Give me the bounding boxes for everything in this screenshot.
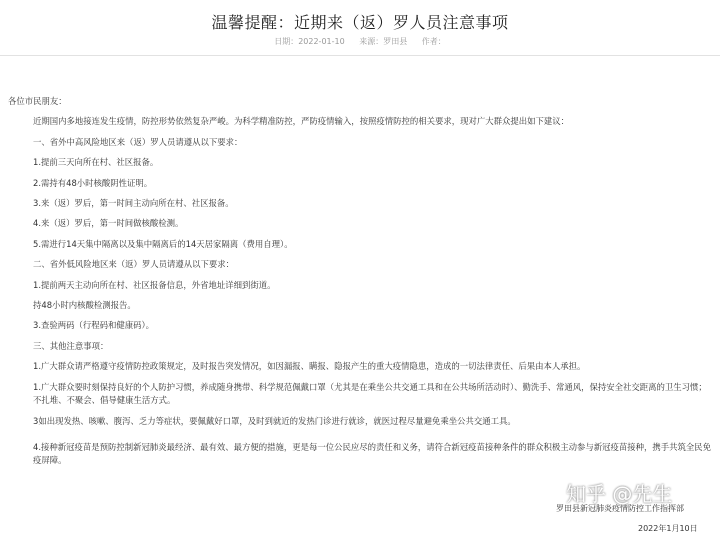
list-item: 2.需持有48小时核酸阴性证明。	[33, 178, 153, 188]
list-item: 1.提前三天向所在村、社区报备。	[33, 157, 159, 167]
section-heading-1: 一、省外中高风险地区来（返）罗人员请遵从以下要求：	[33, 137, 243, 147]
list-item: 3如出现发热、咳嗽、腹泻、乏力等症状，要佩戴好口罩，及时到就近的发热门诊进行就诊，就医过程尽量避免乘坐公共交通工具。	[33, 416, 516, 426]
list-item: 1.提前两天主动向所在村、社区报备信息，外省地址详细到街道。	[33, 280, 276, 290]
signature-org: 罗田县新冠肺炎疫情防控工作指挥部	[556, 504, 684, 513]
article-meta	[0, 36, 720, 47]
meta-author: 作者：	[421, 37, 446, 46]
article-title: 温馨提醒：近期来（返）罗人员注意事项	[211, 13, 509, 32]
greeting: 各位市民朋友：	[8, 96, 67, 106]
list-item: 1.广大群众要时刻保持良好的个人防护习惯，养成随身携带、科学规范佩戴口罩（尤其是在乘坐公共交通工具和在公共场所活动时）、勤洗手、常通风，保持安全社交距离的卫生习惯；不扎堆、不聚会、倡导健康生活方式。	[33, 382, 707, 405]
signature-date: 2022年1月10日	[638, 524, 698, 533]
list-item: 3.查验两码（行程码和健康码）。	[33, 320, 155, 330]
section-heading-2: 二、省外低风险地区来（返）罗人员请遵从以下要求：	[33, 259, 234, 269]
list-item: 持48小时内核酸检测报告。	[33, 300, 136, 310]
list-item: 1.广大群众请严格遵守疫情防控政策规定，及时报告突发情况，如因漏报、瞒报、隐报产生的重大疫情隐患，造成的一切法律责任、后果由本人承担。	[33, 361, 586, 371]
meta-source: 来源：罗田县	[359, 37, 408, 46]
list-item: 3.来（返）罗后，第一时间主动向所在村、社区报备。	[33, 198, 234, 208]
list-item: 4.接种新冠疫苗是预防控制新冠肺炎最经济、最有效、最方便的措施，更是每一位公民应尽的责任和义务，请符合新冠疫苗接种条件的群众积极主动参与新冠疫苗接种，携手共筑全民免疫屏障。	[33, 442, 711, 465]
list-item: 5.需进行14天集中隔离以及集中隔离后的14天居家隔离（费用自理）。	[33, 239, 293, 249]
meta-date: 日期：2022-01-10	[274, 37, 345, 46]
header-divider	[0, 55, 720, 56]
watermark: 知乎 @先生	[566, 482, 673, 506]
section-heading-3: 三、其他注意事项：	[33, 341, 109, 351]
intro-paragraph: 近期国内多地接连发生疫情，防控形势依然复杂严峻。为科学精准防控，严防疫情输入，按照疫情防控的相关要求，现对广大群众提出如下建议：	[33, 116, 569, 126]
list-item: 4.来（返）罗后，第一时间做核酸检测。	[33, 218, 184, 228]
